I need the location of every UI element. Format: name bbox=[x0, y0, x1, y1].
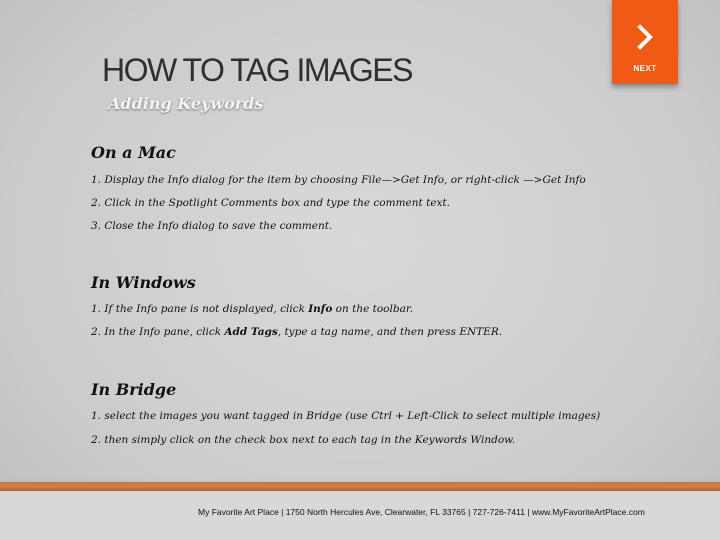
bridge-step-2: 2. then simply click on the check box next to each tag in the Keywords Window. bbox=[91, 434, 516, 446]
chevron-right-icon bbox=[634, 24, 656, 50]
page-title: HOW TO TAG IMAGES bbox=[102, 52, 412, 88]
windows-step-2 bbox=[91, 326, 502, 338]
next-button[interactable] bbox=[612, 0, 678, 84]
footer-divider-bar bbox=[0, 482, 720, 491]
windows-heading: In Windows bbox=[91, 273, 196, 292]
mac-heading: On a Mac bbox=[91, 143, 176, 162]
windows-step-1-pre: 1. If the Info pane is not displayed, click bbox=[91, 303, 309, 315]
footer-contact-text: My Favorite Art Place | 1750 North Hercules Ave, Clearwater, FL 33765 | 727-726-7411 | www.MyFavoriteArtPlace.com bbox=[198, 507, 645, 517]
next-label: NEXT bbox=[633, 64, 657, 73]
windows-step-2-post: , type a tag name, and then press ENTER. bbox=[277, 326, 503, 338]
mac-step-2: 2. Click in the Spotlight Comments box and type the comment text. bbox=[91, 197, 450, 209]
windows-step-2-pre: 2. In the Info pane, click bbox=[91, 326, 225, 338]
info-keyword: Info bbox=[308, 303, 333, 315]
bridge-heading: In Bridge bbox=[91, 380, 177, 399]
windows-step-1 bbox=[91, 303, 413, 315]
windows-step-1-post: on the toolbar. bbox=[332, 303, 414, 315]
add-tags-keyword: Add Tags bbox=[224, 326, 278, 338]
mac-step-3: 3. Close the Info dialog to save the comment. bbox=[91, 220, 333, 232]
bridge-step-1: 1. select the images you want tagged in Bridge (use Ctrl + Left-Click to select multiple images) bbox=[91, 410, 601, 422]
mac-step-1: 1. Display the Info dialog for the item by choosing File—>Get Info, or right-click —>Get Info bbox=[91, 174, 586, 186]
page-subtitle: Adding Keywords bbox=[108, 94, 264, 113]
